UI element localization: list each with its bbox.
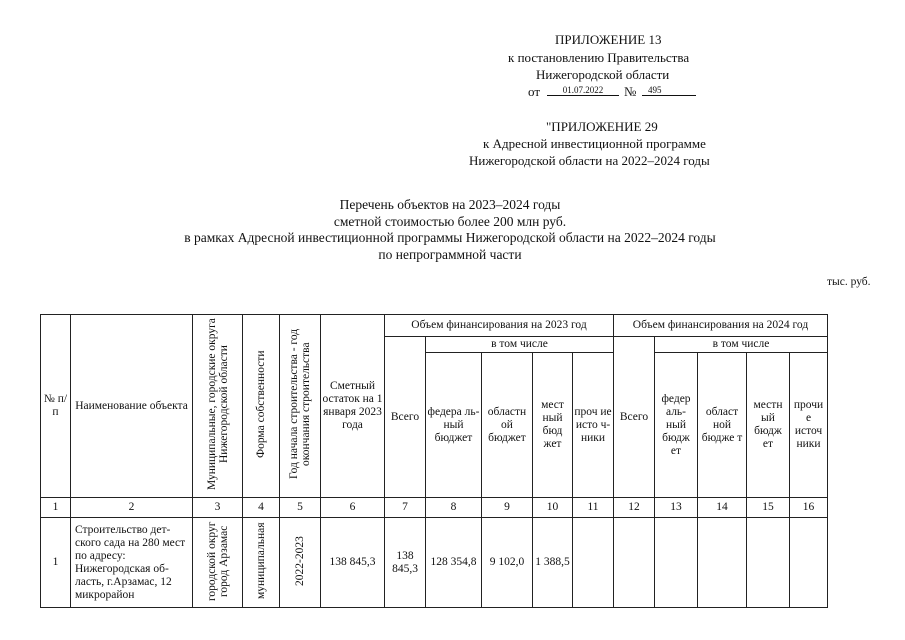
row-ownership: муниципальная <box>243 518 280 608</box>
col-number: 9 <box>482 498 533 518</box>
header-regional-2024: област ной бюдже т <box>698 353 747 498</box>
header-years: Год начала строительства - год окончания строительства <box>280 315 321 498</box>
header-regional-2023: областн ой бюджет <box>482 353 533 498</box>
header-total-2024: Всего <box>614 337 655 498</box>
row-regional-2023: 9 102,0 <box>482 518 533 608</box>
col-number: 10 <box>533 498 573 518</box>
appendix29-line-2: Нижегородской области на 2022–2024 годы <box>469 153 710 168</box>
col-number: 8 <box>426 498 482 518</box>
header-federal-2024: федер аль-ный бюдж ет <box>655 353 698 498</box>
objects-table <box>40 314 828 608</box>
header-total-2023: Всего <box>385 337 426 498</box>
col-number: 7 <box>385 498 426 518</box>
row-municipality: городской округ город Арзамас <box>193 518 243 608</box>
header-estimate: Сметный остаток на 1 января 2023 года <box>321 315 385 498</box>
col-number: 6 <box>321 498 385 518</box>
row-total-2023: 138 845,3 <box>385 518 426 608</box>
row-local-2023: 1 388,5 <box>533 518 573 608</box>
header-fin-2023: Объем финансирования на 2023 год <box>385 315 614 337</box>
row-estimate: 138 845,3 <box>321 518 385 608</box>
header-including-2023: в том числе <box>426 337 614 353</box>
row-name: Строительство дет-ского сада на 280 мест по адресу: Нижегородская об-ласть, г.Арзамас, 12 микрорайон <box>71 518 193 608</box>
row-local-2024 <box>747 518 790 608</box>
header-local-2023: мест ный бюд жет <box>533 353 573 498</box>
row-federal-2024 <box>655 518 698 608</box>
row-other-2024 <box>790 518 828 608</box>
appendix-date: 01.07.2022 <box>547 85 619 96</box>
appendix29-line-1: к Адресной инвестиционной программе <box>483 136 706 151</box>
col-number: 3 <box>193 498 243 518</box>
col-number: 14 <box>698 498 747 518</box>
col-number: 16 <box>790 498 828 518</box>
col-number: 1 <box>41 498 71 518</box>
row-other-2023 <box>573 518 614 608</box>
appendix-line-1: к постановлению Правительства <box>508 50 690 65</box>
col-number: 11 <box>573 498 614 518</box>
appendix29-title: "ПРИЛОЖЕНИЕ 29 <box>546 119 658 134</box>
document-title-line-2: сметной стоимостью более 200 млн руб. <box>333 213 567 229</box>
header-including-2024: в том числе <box>655 337 828 353</box>
document-title-line-4: по непрограммной части <box>378 246 522 262</box>
document-title-line-3: в рамках Адресной инвестиционной программы Нижегородской области на 2022–2024 годы <box>184 230 716 245</box>
col-number: 2 <box>71 498 193 518</box>
col-number: 12 <box>614 498 655 518</box>
header-ownership: Форма собственности <box>243 315 280 498</box>
appendix-number-label: № <box>624 84 637 99</box>
header-fin-2024: Объем финансирования на 2024 год <box>614 315 828 337</box>
row-num: 1 <box>41 518 71 608</box>
document-title <box>60 197 840 263</box>
col-number: 4 <box>243 498 280 518</box>
row-years: 2022-2023 <box>280 518 321 608</box>
table-row <box>41 518 828 608</box>
header-other-2024: прочи е источ ники <box>790 353 828 498</box>
row-total-2024 <box>614 518 655 608</box>
appendix-from-label: от <box>528 84 541 99</box>
header-local-2024: местн ый бюдж ет <box>747 353 790 498</box>
col-number: 13 <box>655 498 698 518</box>
header-federal-2023: федера ль-ный бюджет <box>426 353 482 498</box>
col-number: 5 <box>280 498 321 518</box>
document-title-line-1: Перечень объектов на 2023–2024 годы <box>339 197 561 212</box>
header-municipality: Муниципальные, городские округа Нижегородской области <box>193 315 243 498</box>
header-name: Наименование объекта <box>71 315 193 498</box>
appendix-title: ПРИЛОЖЕНИЕ 13 <box>555 32 662 47</box>
col-number: 15 <box>747 498 790 518</box>
row-regional-2024 <box>698 518 747 608</box>
appendix-number: 495 <box>642 85 696 96</box>
row-federal-2023: 128 354,8 <box>426 518 482 608</box>
appendix-line-2: Нижегородской области <box>536 67 670 82</box>
header-other-2023: проч ие исто ч-ники <box>573 353 614 498</box>
units-label: тыс. руб. <box>827 276 871 288</box>
header-num: № п/п <box>41 315 71 498</box>
